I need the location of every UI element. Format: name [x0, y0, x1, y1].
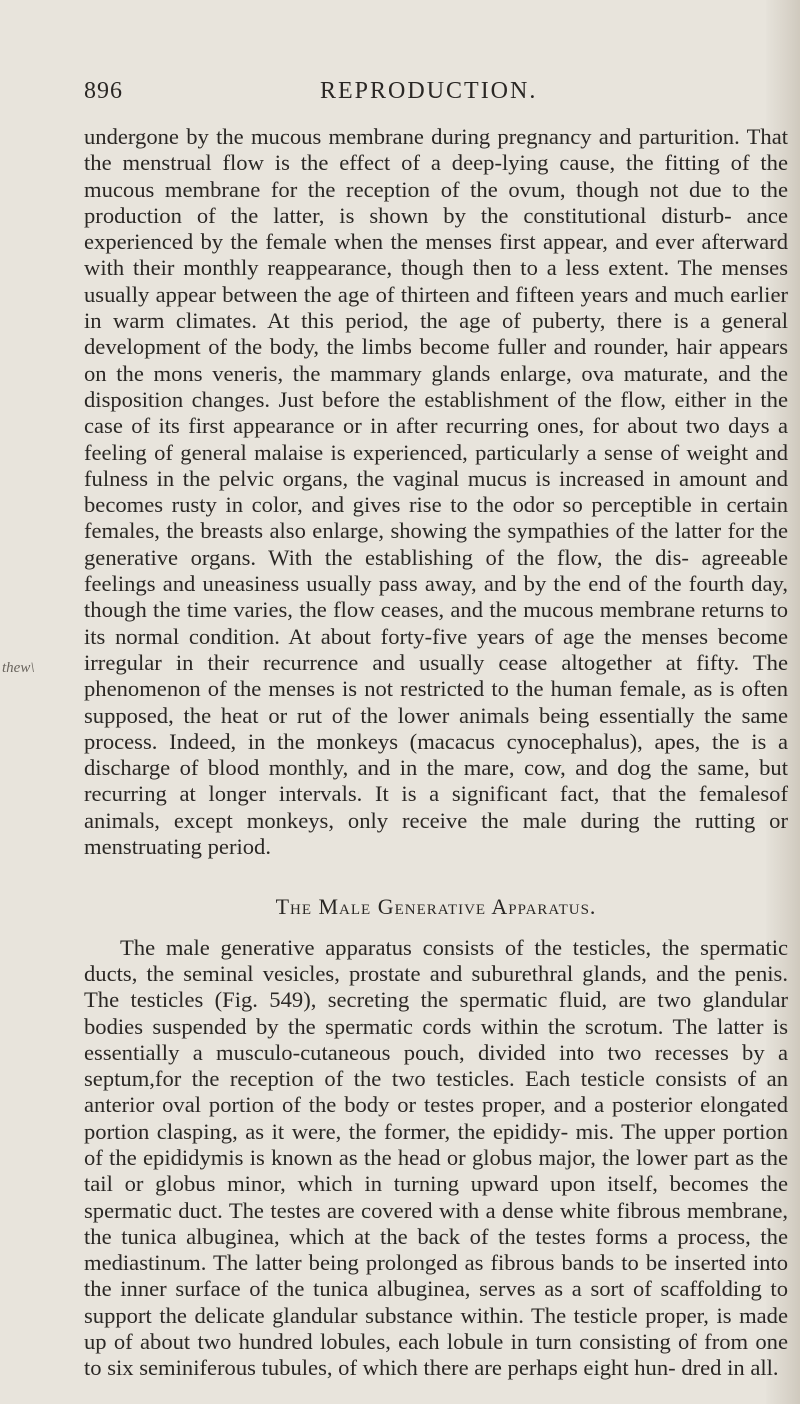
running-head [84, 78, 744, 112]
paragraph-menstruation: undergone by the mucous membrane during pregnancy and parturition. That the menstrual flow is the effect of a deep-lying cause, the fitting of the mucous membrane for the reception of the ovum, though not due to the production of the latter, is shown by the constitutional disturb- ance experienced by the female when the menses first appear, and ever afterward with their monthly reappearance, though then to a less extent. The menses usually appear between the age of thirteen and fifteen years and much earlier in warm climates. At this period, the age of puberty, there is a general development of the body, the limbs become fuller and rounder, hair appears on the mons veneris, the mammary glands enlarge, ova maturate, and the disposition changes. Just before the establishment of the flow, either in the case of its first appearance or in after recurring ones, for about two days a feeling of general malaise is experienced, particularly a sense of weight and fulness in the pelvic organs, the vaginal mucus is increased in amount and becomes rusty in color, and gives rise to the odor so perceptible in certain females, the breasts also enlarge, showing the sympathies of the latter for the generative organs. With the establishing of the flow, the dis- agreeable feelings and uneasiness usually pass away, and by the end of the fourth day, though the time varies, the flow ceases, and the mucous membrane returns to its normal condition. At about forty-five years of age the menses become irregular in their recurrence and usually cease altogether at fifty. The phenomenon of the menses is not restricted to the human female, as is often supposed, the heat or rut of the lower animals being essentially the same process. Indeed, in the monkeys (macacus cynocephalus), apes, the is a discharge of blood monthly, and in the mare, cow, and dog the same, but recurring at longer intervals. It is a significant fact, that the femalesof animals, except monkeys, only receive the male during the rutting or menstruating period. [84, 124, 788, 860]
section-heading: The Male Generative Apparatus. [275, 894, 597, 920]
paragraph-male-apparatus: The male generative apparatus consists of the testicles, the spermatic ducts, the seminal vesicles, prostate and suburethral glands, and the penis. The testicles (Fig. 549), secreting the spermatic fluid, are two glandular bodies suspended by the spermatic cords within the scrotum. The latter is essentially a musculo-cutaneous pouch, divided into two recesses by a septum,for the reception of the two testicles. Each testicle consists of an anterior oval portion of the body or testes proper, and a posterior elongated portion clasping, as it were, the former, the epididy- mis. The upper portion of the epididymis is known as the head or globus major, the lower part as the tail or globus minor, which in turning upward upon itself, becomes the spermatic duct. The testes are covered with a dense white fibrous membrane, the tunica albuginea, which at the back of the testes forms a process, the mediastinum. The latter being prolonged as fibrous bands to be inserted into the inner surface of the tunica albuginea, serves as a sort of scaffolding to support the delicate glandular substance within. The testicle proper, is made up of about two hundred lobules, each lobule in turn consisting of from one to six seminiferous tubules, of which there are perhaps eight hun- dred in all. [84, 934, 788, 1381]
page-number: 896 [84, 78, 123, 104]
running-title: REPRODUCTION. [320, 78, 538, 104]
margin-annotation: thew\ [2, 660, 35, 676]
body-text [84, 124, 788, 1382]
